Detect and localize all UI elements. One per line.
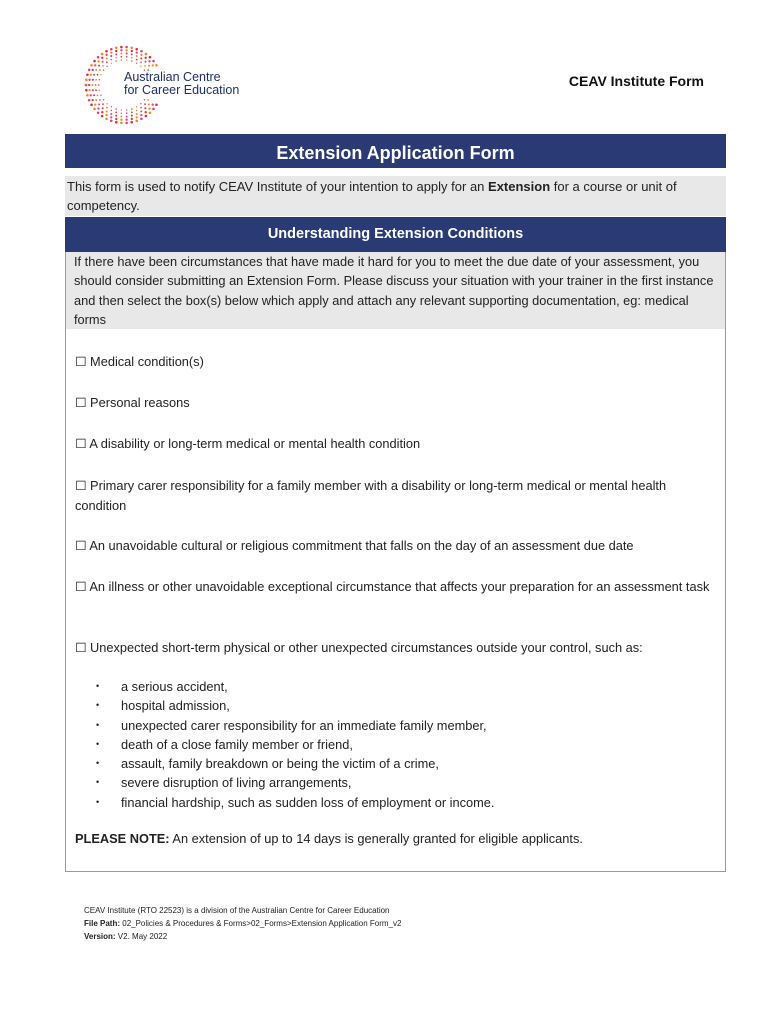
option-carer[interactable] xyxy=(75,476,715,515)
logo-dot xyxy=(91,84,93,86)
bullet-icon: • xyxy=(96,777,100,788)
bullet-icon: • xyxy=(96,758,100,769)
logo-dot xyxy=(126,56,128,58)
logo-dot xyxy=(100,74,101,75)
logo-dot xyxy=(95,84,97,86)
logo-dot xyxy=(106,66,107,67)
logo-dot xyxy=(115,121,118,124)
logo-dot xyxy=(85,84,88,87)
bullet-icon: • xyxy=(96,681,100,691)
logo-dot xyxy=(140,66,141,67)
logo-dot xyxy=(88,89,90,91)
logo-dot xyxy=(130,121,133,124)
logo-dot xyxy=(95,99,97,101)
checkbox-icon[interactable]: ☐ xyxy=(75,538,87,553)
logo-dot xyxy=(152,64,154,66)
list-item-text: financial hardship, such as sudden loss of employment or income. xyxy=(121,794,495,810)
logo-dot xyxy=(97,56,100,59)
logo-dot xyxy=(106,61,108,63)
list-item-text: hospital admission, xyxy=(121,698,230,714)
logo-dot xyxy=(98,84,99,85)
list-item xyxy=(96,716,494,735)
logo-dot xyxy=(144,99,145,100)
logo-dot xyxy=(121,112,123,114)
logo-dot xyxy=(136,113,138,115)
logo-dot xyxy=(90,103,93,106)
logo-dot xyxy=(120,49,122,51)
logo-dot xyxy=(110,51,112,53)
logo-dot xyxy=(90,74,92,76)
logo-dot xyxy=(131,60,132,61)
logo-dot xyxy=(120,119,122,121)
logo-dot xyxy=(99,79,100,80)
examples-list xyxy=(96,677,494,812)
logo-dot xyxy=(155,103,158,106)
option-unexpected[interactable] xyxy=(75,638,715,658)
logo-dot xyxy=(90,94,92,96)
logo-dot xyxy=(106,110,108,112)
list-item xyxy=(96,696,494,715)
logo-dot xyxy=(121,56,123,58)
checkbox-icon[interactable]: ☐ xyxy=(75,478,87,493)
logo-dot xyxy=(101,115,104,118)
list-item-text: unexpected carer responsibility for an immediate family member, xyxy=(121,717,487,733)
logo-dot xyxy=(103,69,104,70)
logo-dot xyxy=(102,65,104,67)
logo-dot xyxy=(126,59,127,60)
logo-dot xyxy=(136,62,137,63)
logo-dot xyxy=(148,103,150,105)
checkbox-icon[interactable]: ☐ xyxy=(75,640,87,655)
logo-dot xyxy=(85,89,88,92)
logo-dot xyxy=(101,53,104,56)
logo-dot xyxy=(99,99,101,101)
list-item xyxy=(96,735,494,754)
logo-dot xyxy=(145,115,148,118)
logo-dot xyxy=(90,64,93,67)
logo-dot xyxy=(131,111,133,113)
logo-dot xyxy=(145,111,147,113)
logo-dot xyxy=(106,107,108,109)
option-label: Unexpected short-term physical or other unexpected circumstances outside your control, such as: xyxy=(90,640,643,655)
logo-dot xyxy=(97,94,99,96)
list-item xyxy=(96,754,494,773)
logo-dot xyxy=(106,58,108,60)
logo-dot xyxy=(116,60,117,61)
checkbox-icon[interactable]: ☐ xyxy=(75,395,87,410)
logo xyxy=(84,44,254,126)
logo-dot xyxy=(131,53,133,55)
logo-dot xyxy=(140,117,143,120)
list-item-text: death of a close family member or friend, xyxy=(121,736,353,752)
logo-dot xyxy=(93,108,96,111)
logo-dot xyxy=(136,110,138,112)
logo-dot xyxy=(115,46,118,49)
footer-file-path xyxy=(84,917,401,930)
logo-dot xyxy=(101,111,103,113)
logo-dot xyxy=(102,61,104,63)
logo-dot xyxy=(155,64,158,67)
logo-dot xyxy=(115,118,117,120)
logo-dot xyxy=(106,103,107,104)
logo-dot xyxy=(140,107,142,109)
logo-dot xyxy=(92,79,94,81)
intro-bold: Extension xyxy=(488,179,551,194)
logo-dot xyxy=(102,107,104,109)
section-explanation: If there have been circumstances that have made it hard for you to meet the due date of your assessment, you should consider submitting an Extension Form. Please discuss your situation with your trainer in the first instance and then select the box(s) below which apply and attach any relevant supporting documentation, eg: medical forms xyxy=(65,252,726,329)
option-cultural[interactable] xyxy=(75,536,715,556)
logo-dot xyxy=(102,103,104,105)
logo-line-2: for Career Education xyxy=(124,83,240,97)
logo-dot xyxy=(131,50,133,52)
logo-dot xyxy=(85,79,88,82)
logo-dot xyxy=(111,62,112,63)
logo-dot xyxy=(125,122,128,125)
logo-dot xyxy=(121,59,122,60)
footer-version-value: V2. May 2022 xyxy=(115,932,168,941)
checkbox-icon[interactable]: ☐ xyxy=(75,579,87,594)
logo-dot xyxy=(97,74,99,76)
logo-dot xyxy=(136,55,138,57)
logo-dot xyxy=(126,53,128,55)
note-label: PLEASE NOTE: xyxy=(75,831,170,846)
logo-dot xyxy=(88,99,91,102)
footer-path-value: 02_Policies & Procedures & Forms>02_Forms>Extension Application Form_v2 xyxy=(120,919,402,928)
logo-dot xyxy=(95,79,97,81)
logo-dot xyxy=(120,53,122,55)
logo-dot xyxy=(97,108,99,110)
bullet-icon: • xyxy=(96,796,100,807)
logo-dot xyxy=(101,57,103,59)
logo-dot xyxy=(145,57,147,59)
logo-dot xyxy=(97,111,100,114)
list-item-text: severe disruption of living arrangements, xyxy=(121,775,352,791)
logo-dot xyxy=(111,106,112,107)
logo-dot xyxy=(131,115,133,117)
intro-text xyxy=(65,176,726,216)
section-heading: Understanding Extension Conditions xyxy=(65,217,726,252)
logo-dot xyxy=(140,114,142,116)
logo-dot xyxy=(125,46,128,49)
logo-dot xyxy=(115,111,117,113)
logo-dot xyxy=(144,103,146,105)
logo-dot xyxy=(152,60,155,63)
logo-dot xyxy=(135,120,138,123)
logo-dot xyxy=(140,50,143,53)
logo-dot xyxy=(152,103,154,105)
logo-dot xyxy=(125,119,127,121)
logo-dot xyxy=(126,109,127,110)
list-item-text: a serious accident, xyxy=(121,679,228,694)
logo-dot xyxy=(93,94,95,96)
logo-dot xyxy=(131,118,133,120)
option-illness[interactable] xyxy=(75,577,715,597)
footer-line-1: CEAV Institute (RTO 22523) is a division of the Australian Centre for Career Education xyxy=(84,906,390,915)
logo-dot xyxy=(110,120,113,123)
logo-dot xyxy=(115,53,117,55)
logo-dot xyxy=(140,54,142,56)
logo-dot xyxy=(152,108,155,111)
logo-dot xyxy=(98,65,100,67)
logo-dot xyxy=(140,110,142,112)
logo-dot xyxy=(120,122,123,125)
logo-dot xyxy=(99,69,101,71)
logo-dot xyxy=(140,58,142,60)
logo-dot xyxy=(98,103,100,105)
option-label: Primary carer responsibility for a family member with a disability or long-term medical or mental health condition xyxy=(75,478,667,513)
bullet-icon: • xyxy=(96,719,100,730)
logo-dot xyxy=(110,116,112,118)
logo-dot xyxy=(120,115,122,117)
checkbox-icon[interactable]: ☐ xyxy=(75,354,87,369)
please-note xyxy=(75,829,583,848)
logo-line-1: Australian Centre xyxy=(124,70,221,84)
logo-dot xyxy=(92,69,94,71)
logo-dot xyxy=(149,111,152,114)
logo-dot xyxy=(105,117,108,120)
option-label: Personal reasons xyxy=(90,395,190,410)
logo-dot xyxy=(110,48,113,51)
logo-dot xyxy=(88,79,90,81)
logo-dot xyxy=(115,57,117,59)
logo-dot xyxy=(86,94,89,97)
logo-dot xyxy=(136,59,138,61)
logo-dot xyxy=(140,61,142,63)
bullet-icon: • xyxy=(96,700,100,711)
logo-dot xyxy=(144,107,146,109)
logo-dot xyxy=(100,95,101,96)
logo-text xyxy=(124,71,239,97)
logo-dot xyxy=(93,74,95,76)
list-item xyxy=(96,773,494,792)
logo-dot xyxy=(93,60,96,63)
footer-path-label: File Path: xyxy=(84,919,121,928)
footer-version-label: Version: xyxy=(84,932,116,941)
page-title: Extension Application Form xyxy=(65,134,726,168)
option-disability[interactable] xyxy=(75,434,715,454)
option-label: An illness or other unavoidable exceptional circumstance that affects your preparation for an assessment task xyxy=(89,579,710,594)
logo-dot xyxy=(88,84,90,86)
logo-dot xyxy=(120,46,123,49)
logo-dot xyxy=(144,61,146,63)
note-text: An extension of up to 14 days is generally granted for eligible applicants. xyxy=(169,831,583,846)
logo-dot xyxy=(110,110,112,112)
option-label: An unavoidable cultural or religious commitment that falls on the day of an assessment due date xyxy=(89,538,634,553)
option-label: Medical condition(s) xyxy=(90,354,204,369)
logo-dot xyxy=(86,73,89,76)
logo-dot xyxy=(94,64,96,66)
intro-before: This form is used to notify CEAV Institute of your intention to apply for an xyxy=(67,179,489,194)
logo-dot xyxy=(131,57,133,59)
logo-dot xyxy=(103,99,104,100)
logo-dot xyxy=(92,89,94,91)
bullet-icon: • xyxy=(96,738,100,749)
logo-dot xyxy=(131,108,132,109)
logo-dot xyxy=(92,99,94,101)
logo-dot xyxy=(125,49,127,51)
logo-dot xyxy=(121,109,122,110)
list-item-text: assault, family breakdown or being the victim of a crime, xyxy=(121,756,439,772)
logo-dot xyxy=(99,90,100,91)
checkbox-icon[interactable]: ☐ xyxy=(75,436,87,451)
logo-dot xyxy=(116,108,117,109)
logo-dot xyxy=(136,116,138,118)
logo-dot xyxy=(147,99,149,101)
logo-dot xyxy=(110,55,112,57)
logo-dot xyxy=(149,56,152,59)
logo-dot xyxy=(126,112,128,114)
logo-dot xyxy=(115,115,117,117)
footer-version xyxy=(84,930,401,943)
logo-dot xyxy=(130,46,133,49)
logo-dot xyxy=(148,60,150,62)
logo-dot xyxy=(136,51,138,53)
option-medical[interactable] xyxy=(75,352,715,372)
logo-dot xyxy=(97,60,99,62)
logo-dot xyxy=(135,48,138,51)
logo-dot xyxy=(148,65,150,67)
option-label: A disability or long-term medical or mental health condition xyxy=(89,436,421,451)
option-personal[interactable] xyxy=(75,393,715,413)
logo-dot xyxy=(95,89,97,91)
logo-dot xyxy=(144,65,146,67)
logo-dot xyxy=(94,103,96,105)
list-item xyxy=(96,793,494,812)
logo-dot xyxy=(105,54,107,56)
logo-dot xyxy=(110,113,112,115)
footer xyxy=(84,904,401,943)
logo-dot xyxy=(145,53,148,56)
logo-dot xyxy=(88,69,91,72)
logo-dot xyxy=(110,59,112,61)
logo-dot xyxy=(105,114,107,116)
list-item xyxy=(96,677,494,696)
conditions-box xyxy=(65,329,726,872)
logo-dot xyxy=(136,106,137,107)
logo-dot xyxy=(140,103,141,104)
intro-after: for a course or unit of competency. xyxy=(67,179,677,213)
logo-dot xyxy=(115,50,117,52)
form-tag: CEAV Institute Form xyxy=(568,73,704,89)
logo-dot xyxy=(126,115,128,117)
logo-dot xyxy=(148,108,150,110)
logo-dot xyxy=(95,69,97,71)
logo-dot xyxy=(105,50,108,53)
